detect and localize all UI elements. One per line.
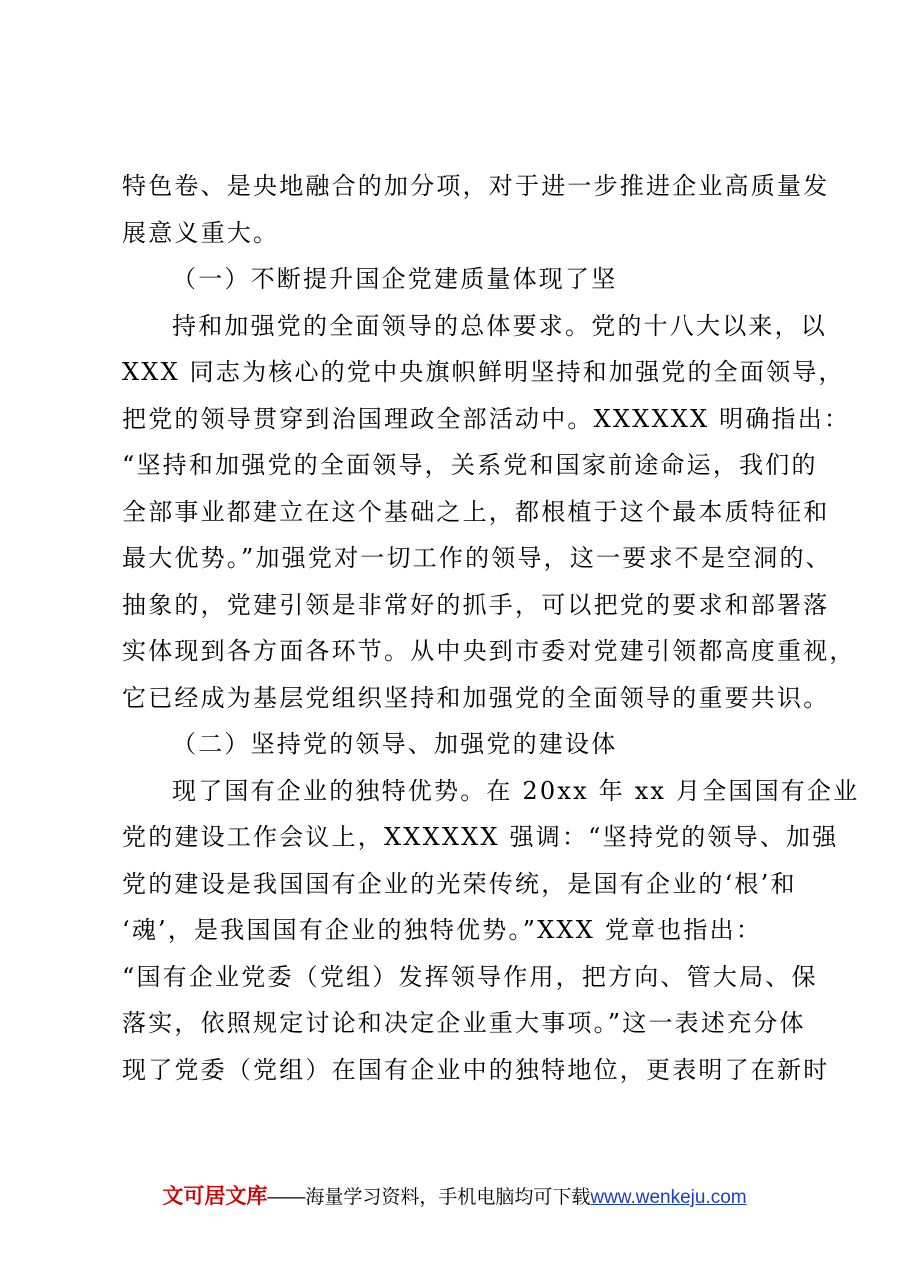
text-line: 实体现到各方面各环节。从中央到市委对党建引领都高度重视， [122, 637, 856, 665]
text-line: XXX 同志为核心的党中央旗帜鲜明坚持和加强党的全面领导， [122, 358, 845, 386]
document-body [122, 163, 860, 1093]
section-heading: （一）不断提升国企党建质量体现了坚 [172, 265, 618, 293]
footer-banner [0, 1180, 909, 1210]
text-line: 现了国有企业的独特优势。在 20xx 年 xx 月全国国有企业 [172, 776, 860, 805]
text-line: 它已经成为基层党组织坚持和加强党的全面领导的重要共识。 [122, 683, 830, 712]
footer-brand: 文可居文库 [162, 1185, 268, 1208]
text-line: “国有企业党委（党组）发挥领导作用，把方向、管大局、保 [122, 962, 818, 991]
footer-tagline: ——海量学习资料，手机电脑均可下载 [267, 1187, 591, 1208]
text-line: 全部事业都建立在这个基础之上，都根植于这个最本质特征和 [122, 497, 830, 526]
text-line: 特色卷、是央地融合的加分项，对于进一步推进企业高质量发 [122, 172, 830, 200]
text-line: 把党的领导贯穿到治国理政全部活动中。XXXXXX 明确指出： [122, 404, 851, 433]
footer-link[interactable]: www.wenkeju.com [590, 1187, 747, 1208]
text-line: 党的建设工作会议上，XXXXXX 强调：“坚持党的领导、加强 [122, 823, 839, 851]
text-line: ‘魂’，是我国国有企业的独特优势。”XXX 党章也指出： [122, 916, 763, 944]
text-line: 现了党委（党组）在国有企业中的独特地位，更表明了在新时 [122, 1055, 830, 1084]
text-line: 党的建设是我国国有企业的光荣传统，是国有企业的‘根’和 [122, 869, 797, 898]
section-heading: （二）坚持党的领导、加强党的建设体 [172, 730, 618, 758]
text-line: 抽象的，党建引领是非常好的抓手，可以把党的要求和部署落 [122, 590, 830, 619]
text-line: “坚持和加强党的全面领导，关系党和国家前途命运，我们的 [122, 451, 818, 479]
text-line: 落实，依照规定讨论和决定企业重大事项。”这一表述充分体 [122, 1009, 806, 1037]
text-line: 展意义重大。 [122, 218, 280, 247]
text-line: 最大优势。”加强党对一切工作的领导，这一要求不是空洞的、 [122, 544, 832, 572]
text-line: 持和加强党的全面领导的总体要求。党的十八大以来，以 [172, 311, 827, 340]
